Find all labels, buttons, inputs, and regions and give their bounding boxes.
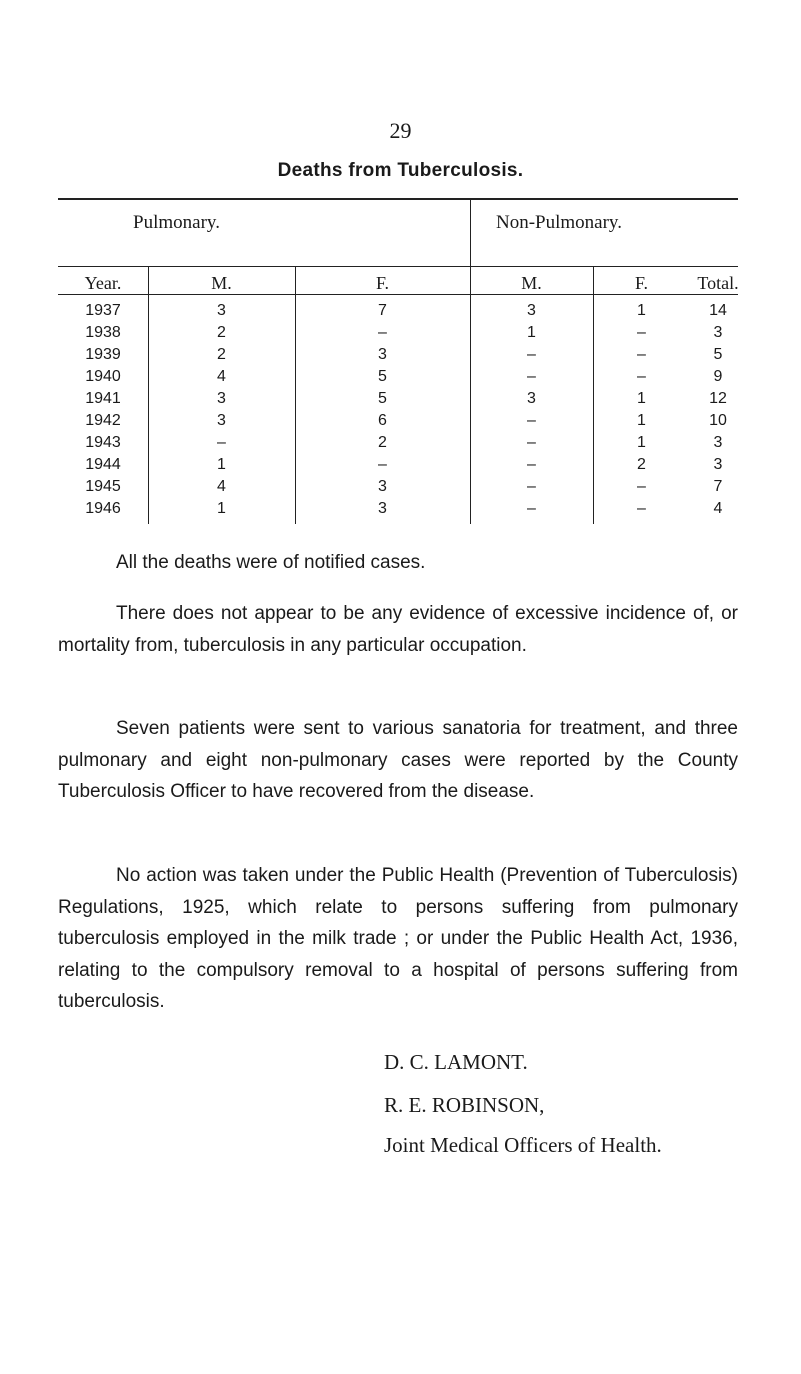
cell-pulmonary-f: 3 (378, 346, 387, 363)
col-header-pulmonary-m: M. (211, 273, 232, 293)
table-row (58, 478, 738, 500)
cell-pulmonary-f: – (378, 456, 387, 473)
table-top-rule (58, 198, 738, 200)
table-row (58, 346, 738, 368)
table-row (58, 500, 738, 522)
cell-non-pulmonary-m: 3 (527, 302, 536, 319)
cell-non-pulmonary-m: – (527, 434, 536, 451)
cell-pulmonary-f: 3 (378, 478, 387, 495)
table-row (58, 434, 738, 456)
cell-non-pulmonary-f: – (637, 324, 646, 341)
signature-name-robinson: R. E. ROBINSON, (384, 1093, 545, 1117)
cell-pulmonary-f: 5 (378, 390, 387, 407)
cell-pulmonary-m: 4 (217, 478, 226, 495)
cell-total: 14 (709, 302, 727, 319)
cell-non-pulmonary-m: – (527, 346, 536, 363)
cell-pulmonary-m: 3 (217, 412, 226, 429)
cell-year: 1943 (85, 434, 121, 451)
paragraph-notified-cases (58, 547, 738, 579)
cell-pulmonary-f: 6 (378, 412, 387, 429)
cell-year: 1937 (85, 302, 121, 319)
cell-non-pulmonary-m: – (527, 456, 536, 473)
cell-pulmonary-f: 3 (378, 500, 387, 517)
cell-pulmonary-f: 7 (378, 302, 387, 319)
cell-pulmonary-m: 2 (217, 324, 226, 341)
table-group-rule (58, 266, 738, 267)
cell-total: 3 (713, 434, 723, 451)
cell-pulmonary-m: – (217, 434, 226, 451)
cell-year: 1944 (85, 456, 121, 473)
cell-year: 1941 (85, 390, 121, 407)
cell-pulmonary-f: – (378, 324, 387, 341)
cell-total: 4 (713, 500, 723, 517)
table-header-rule (58, 294, 738, 295)
cell-pulmonary-f: 5 (378, 368, 387, 385)
table-row (58, 390, 738, 412)
table-row (58, 456, 738, 478)
group-header-pulmonary: Pulmonary. (133, 212, 220, 233)
paragraph-sanatoria (58, 713, 738, 808)
signature-role: Joint Medical Officers of Health. (384, 1133, 662, 1157)
cell-pulmonary-m: 3 (217, 390, 226, 407)
cell-total: 5 (713, 346, 723, 363)
col-header-non-pulmonary-f: F. (634, 273, 649, 293)
paragraph-regulations (58, 860, 738, 1018)
cell-non-pulmonary-f: 1 (637, 412, 646, 429)
table-row (58, 412, 738, 434)
page-number: 29 (389, 118, 412, 143)
cell-non-pulmonary-m: – (527, 412, 536, 429)
cell-total: 3 (713, 324, 723, 341)
cell-total: 12 (709, 390, 727, 407)
paragraph-text: No action was taken under the Public Health (Prevention of Tuberculosis) Regulations, 1925, which relate to persons suffering from pulmonary tuberculosis employed in the milk trade ; or under the Public Health Act, 1936, relating to the compulsory removal to a hospital of persons suffering from tuberculosis. (58, 865, 738, 1012)
cell-non-pulmonary-f: – (637, 368, 646, 385)
cell-year: 1945 (85, 478, 121, 495)
cell-non-pulmonary-m: – (527, 500, 536, 517)
table-row (58, 324, 738, 346)
cell-year: 1939 (85, 346, 121, 363)
col-header-total: Total. (697, 273, 739, 293)
cell-non-pulmonary-m: 1 (527, 324, 536, 341)
paragraph-occupation (58, 598, 738, 661)
cell-total: 7 (713, 478, 723, 495)
cell-non-pulmonary-f: – (637, 478, 646, 495)
col-header-year: Year. (84, 273, 122, 293)
cell-non-pulmonary-f: 1 (637, 390, 646, 407)
cell-non-pulmonary-f: 2 (637, 456, 646, 473)
cell-total: 9 (713, 368, 723, 385)
cell-total: 3 (713, 456, 723, 473)
cell-non-pulmonary-f: 1 (637, 302, 646, 319)
cell-non-pulmonary-m: – (527, 478, 536, 495)
cell-year: 1946 (85, 500, 121, 517)
cell-pulmonary-m: 4 (217, 368, 226, 385)
table-row (58, 302, 738, 324)
deaths-table (58, 198, 738, 526)
cell-non-pulmonary-f: – (637, 500, 646, 517)
table-row (58, 368, 738, 390)
cell-pulmonary-f: 2 (378, 434, 387, 451)
cell-non-pulmonary-m: – (527, 368, 536, 385)
cell-non-pulmonary-f: – (637, 346, 646, 363)
col-header-pulmonary-f: F. (375, 273, 390, 293)
cell-pulmonary-m: 2 (217, 346, 226, 363)
cell-non-pulmonary-m: 3 (527, 390, 536, 407)
col-header-non-pulmonary-m: M. (521, 273, 542, 293)
cell-pulmonary-m: 1 (217, 500, 226, 517)
cell-non-pulmonary-f: 1 (637, 434, 646, 451)
cell-year: 1938 (85, 324, 121, 341)
cell-pulmonary-m: 3 (217, 302, 226, 319)
cell-pulmonary-m: 1 (217, 456, 226, 473)
cell-year: 1940 (85, 368, 121, 385)
cell-total: 10 (709, 412, 727, 429)
paragraph-text: There does not appear to be any evidence of excessive incidence of, or mortality from, tuberculosis in any particular occupation. (58, 603, 738, 656)
signature-name-lamont: D. C. LAMONT. (384, 1050, 528, 1074)
paragraph-text: Seven patients were sent to various sanatoria for treatment, and three pulmonary and eight non-pulmonary cases were reported by the County Tuberculosis Officer to have recovered from the disease. (58, 718, 738, 802)
document-title: Deaths from Tuberculosis. (277, 160, 524, 181)
cell-year: 1942 (85, 412, 121, 429)
group-header-non-pulmonary: Non-Pulmonary. (496, 212, 622, 233)
paragraph-text: All the deaths were of notified cases. (116, 552, 426, 573)
